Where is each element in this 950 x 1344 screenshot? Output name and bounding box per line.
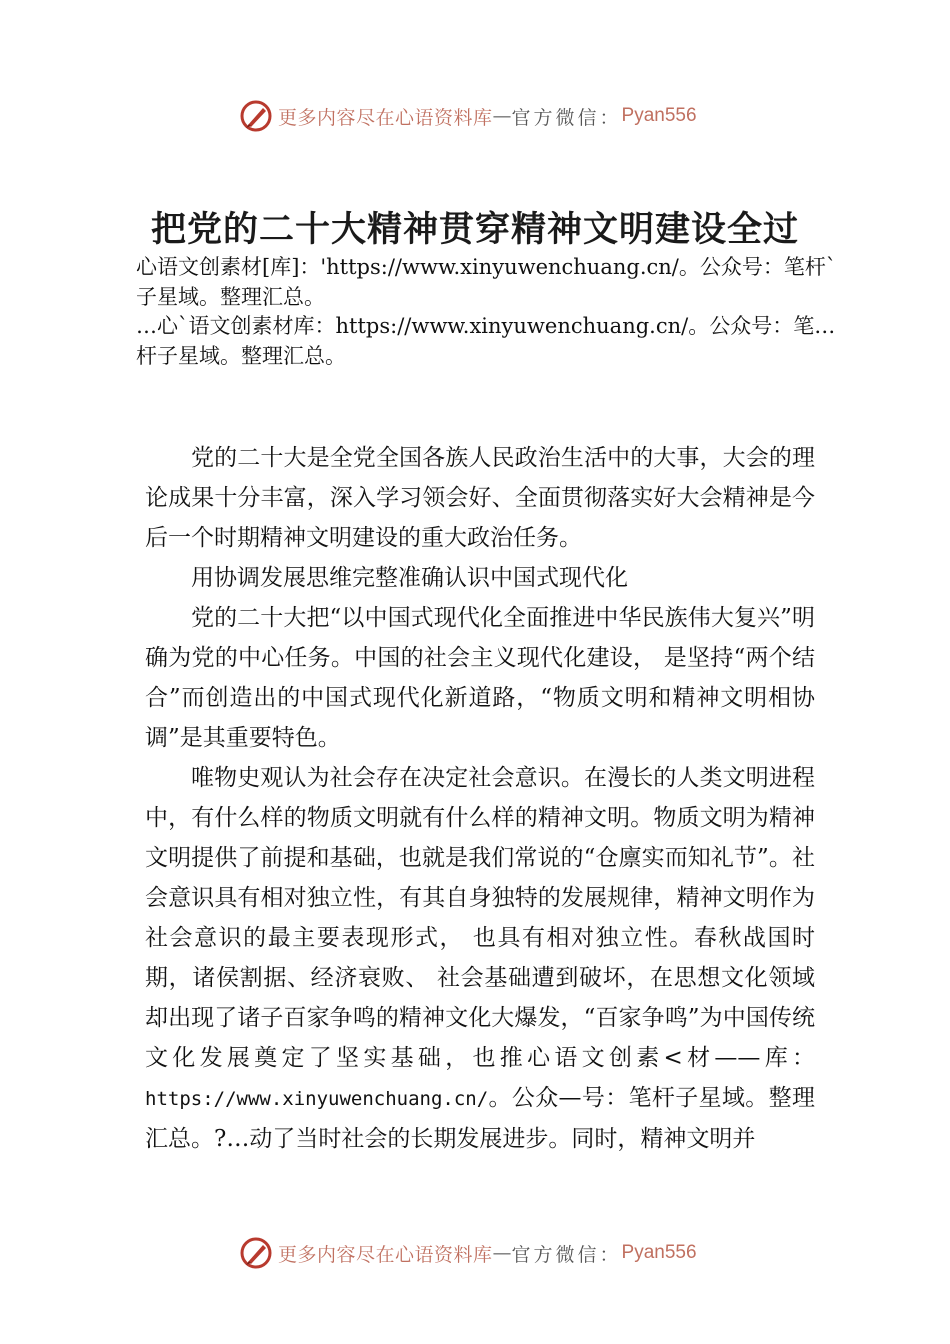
banner-wechat-id: Pyan556	[621, 105, 697, 126]
banner-separator: —	[492, 1242, 512, 1264]
paragraph-1: 党的二十大是全党全国各族人民政治生活中的大事，大会的理论成果十分丰富，深入学习领会好、全面贯彻落实好大会精神是今后一个时期精神文明建设的重大政治任务。	[145, 445, 815, 551]
footer-watermark-banner	[0, 1233, 950, 1273]
source-notice-1: 心语文创素材[库]：'https://www.xinyuwenchuang.cn/。公众号：笔杆`子星域。整理汇总。	[136, 255, 837, 309]
paragraph-3-text-a: 唯物史观认为社会存在决定社会意识。在漫长的人类文明进程中，有什么样的物质文明就有什么样的精神文明。物质文明为精神文明提供了前提和基础，也就是我们常说的“仓廪实而知礼节”。社会意识具有相对独立性，有其自身独特的发展规律，精神文明作为社会意识的最主要表现形式， 也具有相对独立性。春秋战国时期，诸侯割据、经济衰败、 社会基础遭到破坏，在思想文化领域却出现了诸子百家争鸣的精神文化大爆发，“百家争鸣”为中国传统文化发展奠定了坚实基础，也推心语文创素<材——库：	[145, 765, 815, 1071]
banner-wechat-label: 官方微信：	[511, 106, 622, 129]
banner-text: 更多内容尽在心语资料库	[278, 106, 493, 129]
document-title: 把党的二十大精神贯穿精神文明建设全过	[150, 209, 799, 250]
document-body	[145, 438, 815, 1159]
paragraph-2: 党的二十大把“以中国式现代化全面推进中华民族伟大复兴”明确为党的中心任务。中国的社会主义现代化建设， 是坚持“两个结合”而创造出的中国式现代化新道路，“物质文明和精神文明相协调”是其重要特色。	[145, 605, 815, 751]
banner-separator: —	[492, 105, 512, 127]
paragraph-3-text-b: 。公众—号：笔杆子星域。整理汇总。?…动了当时社会的长期发展进步。同时，精神文明并	[145, 1085, 815, 1152]
source-notice-2: …心`语文创素材库：https://www.xinyuwenchuang.cn/。公众号：笔…杆子星域。整理汇总。	[136, 314, 836, 368]
section-heading: 用协调发展思维完整准确认识中国式现代化	[191, 565, 628, 591]
pen-logo-icon	[238, 98, 274, 134]
header-watermark-banner	[0, 96, 950, 136]
source-url-link[interactable]: https://www.xinyuwenchuang.cn/	[145, 1088, 489, 1110]
paragraph-3	[145, 758, 815, 1159]
banner-text: 更多内容尽在心语资料库	[278, 1243, 493, 1266]
banner-wechat-label: 官方微信：	[511, 1243, 622, 1266]
pen-logo-icon	[238, 1235, 274, 1271]
banner-wechat-id: Pyan556	[621, 1242, 697, 1263]
